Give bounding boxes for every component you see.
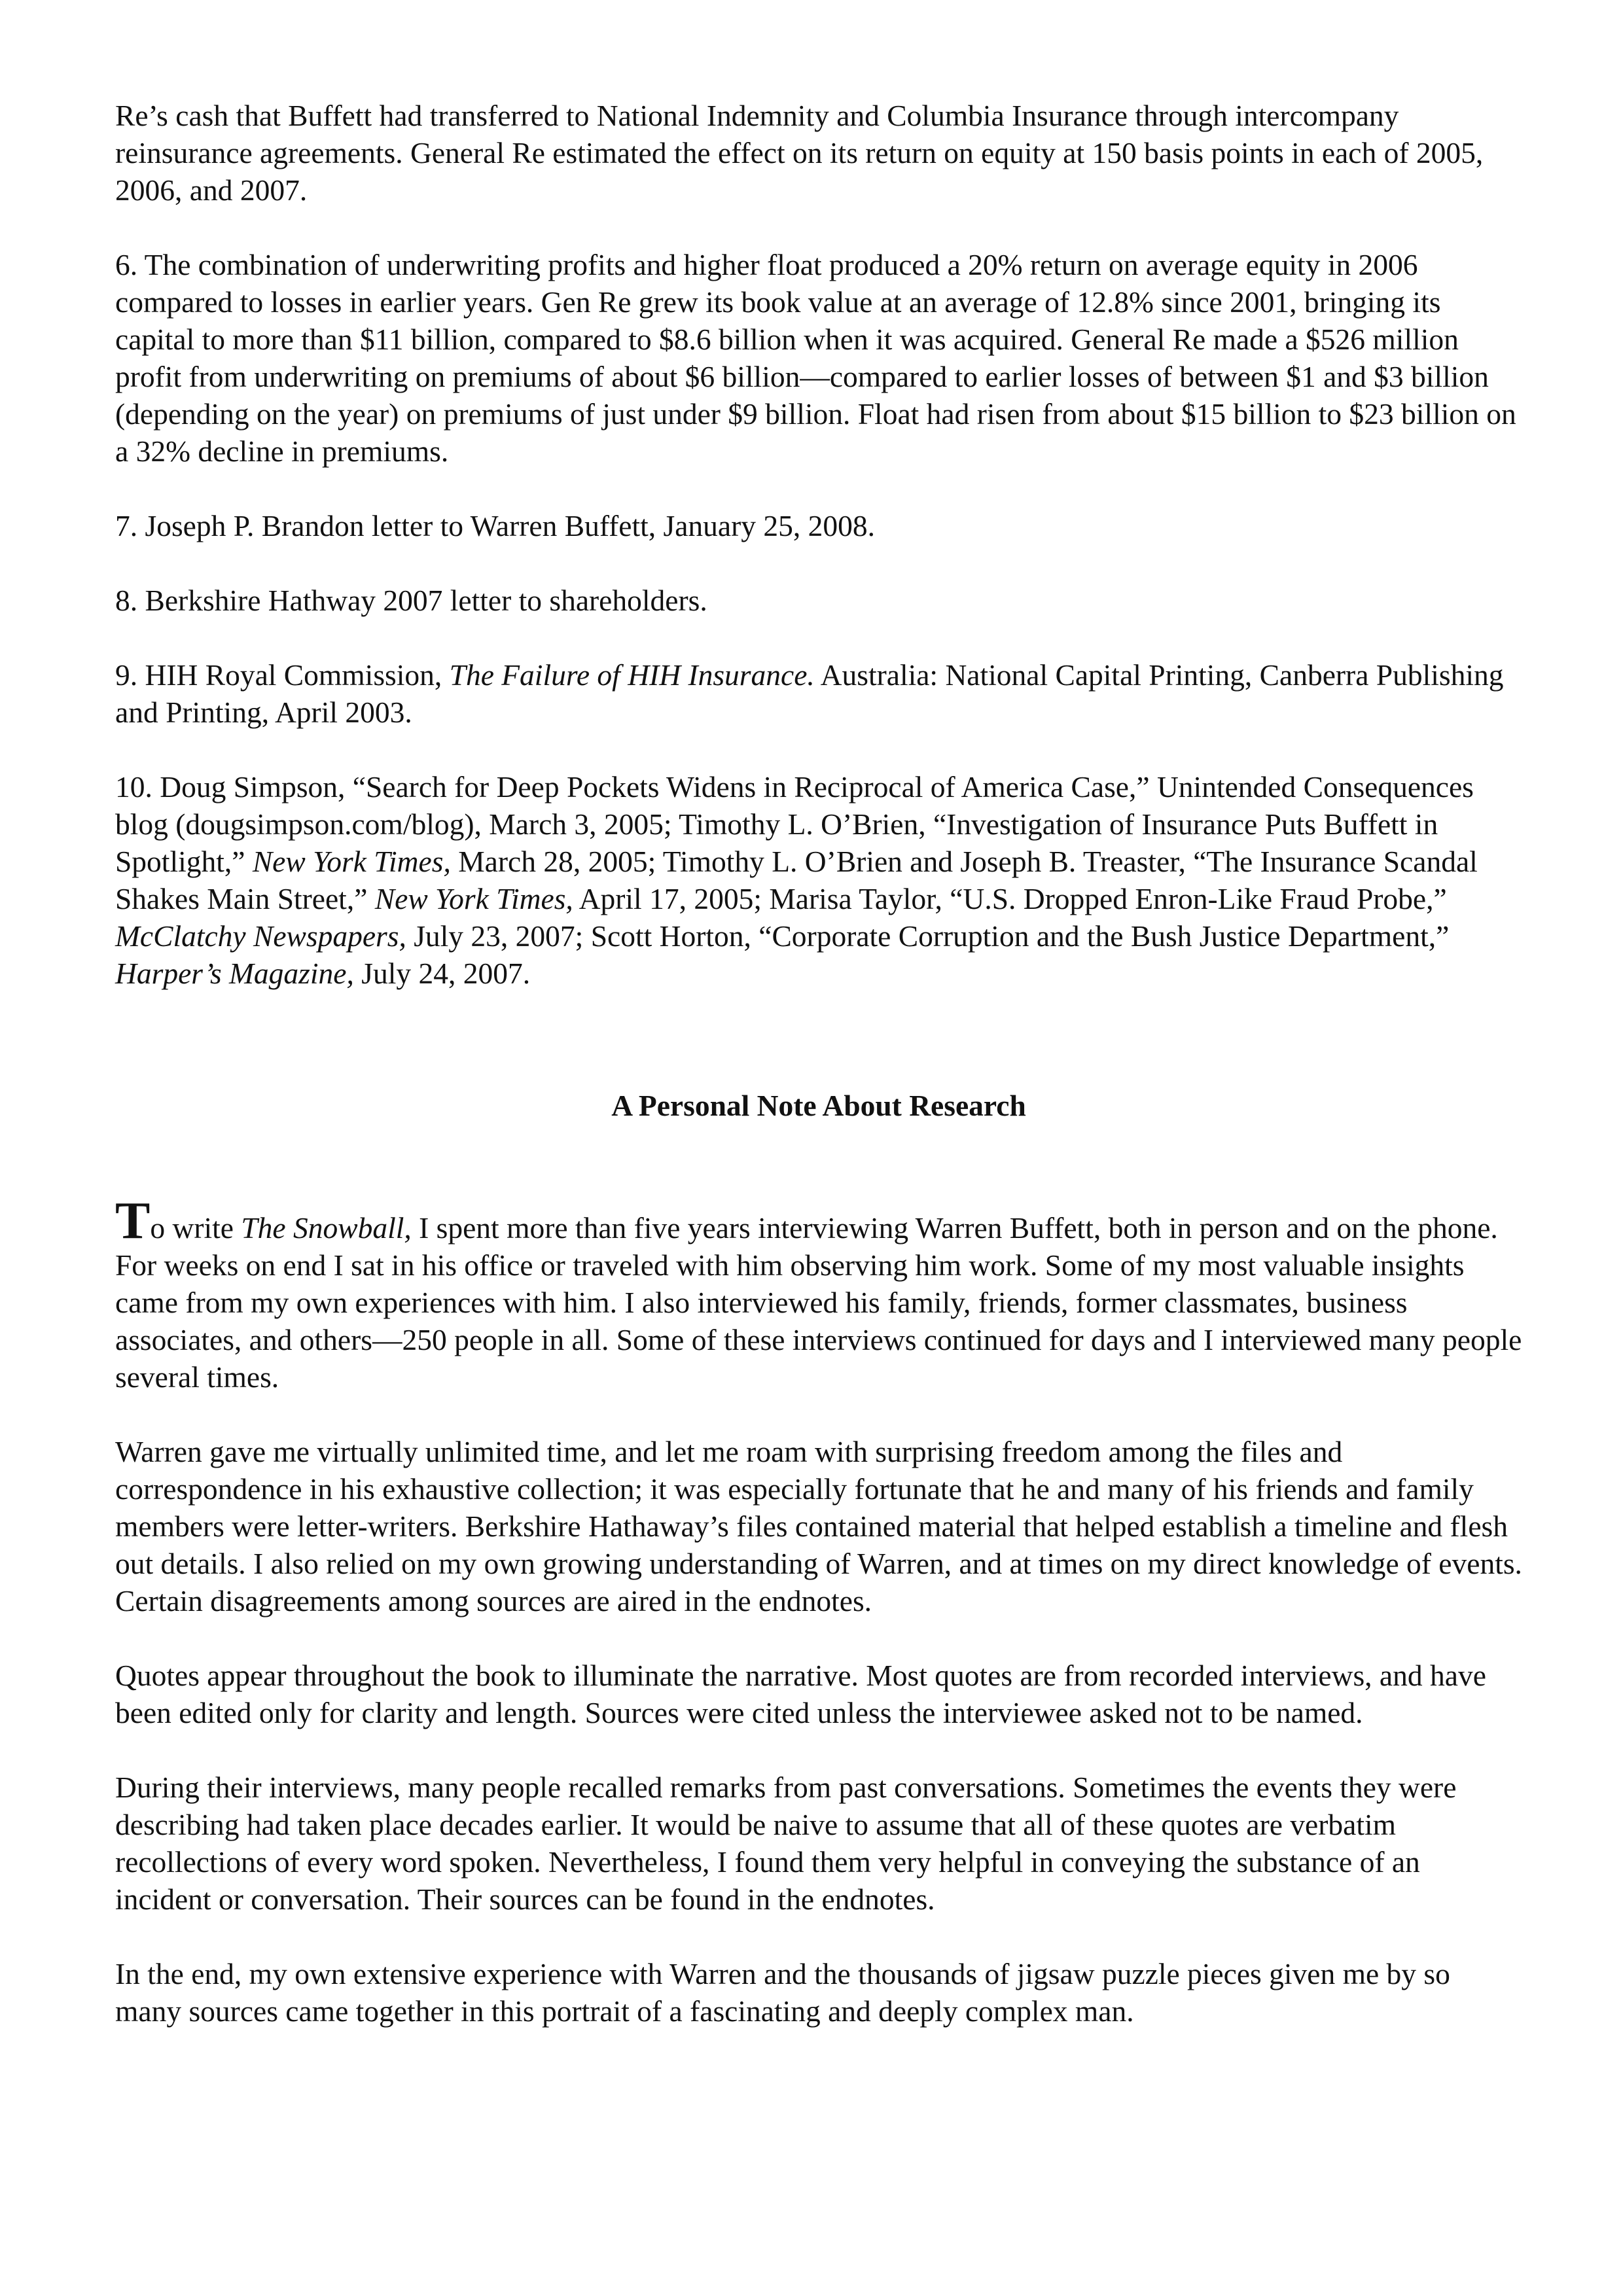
text-run: o write [150, 1211, 241, 1245]
document-page [115, 97, 1522, 2030]
body-paragraphs [115, 1433, 1522, 2030]
endnote [115, 97, 1522, 209]
body-paragraph: Quotes appear throughout the book to illuminate the narrative. Most quotes are from recorded interviews, and have been edited only for clarity and length. Sources were cited unless the interviewee asked not to be named. [115, 1659, 1486, 1729]
text-run: Australia: National Capital Printing, Canberra Publishing and Printing, April 2003. [115, 658, 1504, 729]
text-run: 6. The combination of underwriting profits and higher float produced a 20% return on average equity in 2006 compared to losses in earlier years. Gen Re grew its book value at an average of 12.8% since 2001, bringing its capital to more than $11 billion, compared to $8.6 billion when it was acquired. General Re made a $526 million profit from underwriting on premiums of about $6 billion—compared to earlier losses of between $1 and $3 billion (depending on the year) on premiums of just under $9 billion. Float had risen from about $15 billion to $23 billion on a 32% decline in premiums. [115, 248, 1516, 468]
first-paragraph [115, 1192, 1522, 1396]
text-run: July 24, 2007. [353, 957, 531, 990]
text-run: July 23, 2007; Scott Horton, “Corporate Corruption and the Bush Justice Department,” [406, 919, 1450, 953]
endnote [115, 656, 1522, 731]
endnote [115, 768, 1522, 992]
italic-title: New York Times, [252, 845, 451, 878]
text-run: I spent more than five years interviewing Warren Buffett, both in person and on the phone. For weeks on end I sat in his office or traveled with him observing him work. Some of my most valuable insights came from my own experiences with him. I also interviewed his family, friends, former classmates, business associates, and others—250 people in all. Some of these interviews continued for days and I interviewed many people several times. [115, 1211, 1522, 1394]
italic-title: McClatchy Newspapers, [115, 919, 406, 953]
text-run: March 28, 2005; Timothy L. O’Brien and Joseph B. Treaster, “The Insurance Scandal Shakes Main Street,” [115, 845, 1478, 915]
section-heading: A Personal Note About Research [611, 1089, 1026, 1122]
italic-title: Harper’s Magazine, [115, 957, 354, 990]
body-paragraph: Warren gave me virtually unlimited time, and let me roam with surprising freedom among the files and correspondence in his exhaustive collection; it was especially fortunate that he and many of his friends and family members were letter-writers. Berkshire Hathaway’s files contained material that helped establish a timeline and flesh out details. I also relied on my own growing understanding of Warren, and at times on my direct knowledge of events. Certain disagreements among sources are aired in the endnotes. [115, 1435, 1522, 1617]
section-spacer [115, 992, 1522, 1087]
text-run: April 17, 2005; Marisa Taylor, “U.S. Dropped Enron-Like Fraud Probe,” [573, 882, 1447, 915]
text-run: Re’s cash that Buffett had transferred to National Indemnity and Columbia Insurance through intercompany reinsurance agreements. General Re estimated the effect on its return on equity at 150 basis points in each of 2005, 2006, and 2007. [115, 99, 1484, 207]
endnote [115, 582, 1522, 619]
italic-title: The Snowball, [241, 1211, 412, 1245]
endnotes-list [115, 97, 1522, 992]
body-paragraph: In the end, my own extensive experience with Warren and the thousands of jigsaw puzzle pieces given me by so many sources came together in this portrait of a fascinating and deeply complex man. [115, 1957, 1450, 2028]
italic-title: New York Times, [374, 882, 573, 915]
italic-title: The Failure of HIH Insurance. [449, 658, 815, 692]
text-run: 10. Doug Simpson, “Search for Deep Pockets Widens in Reciprocal of America Case,” Unintended Consequences blog (dougsimpson.com/blog), March 3, 2005; Timothy L. O’Brien, “Investigation of Insurance Puts Buffett in Spotlight,” [115, 770, 1474, 878]
body-paragraph: During their interviews, many people recalled remarks from past conversations. Sometimes the events they were describing had taken place decades earlier. It would be naive to assume that all of these quotes are verbatim recollections of every word spoken. Nevertheless, I found them very helpful in conveying the substance of an incident or conversation. Their sources can be found in the endnotes. [115, 1771, 1457, 1916]
endnote [115, 246, 1522, 470]
text-run: 7. Joseph P. Brandon letter to Warren Buffett, January 25, 2008. [115, 509, 876, 542]
endnote [115, 507, 1522, 544]
text-run: 8. Berkshire Hathway 2007 letter to shareholders. [115, 584, 707, 617]
drop-cap: T [115, 1192, 151, 1250]
text-run: 9. HIH Royal Commission, [115, 658, 450, 692]
first-paragraph-text [115, 1211, 1522, 1394]
